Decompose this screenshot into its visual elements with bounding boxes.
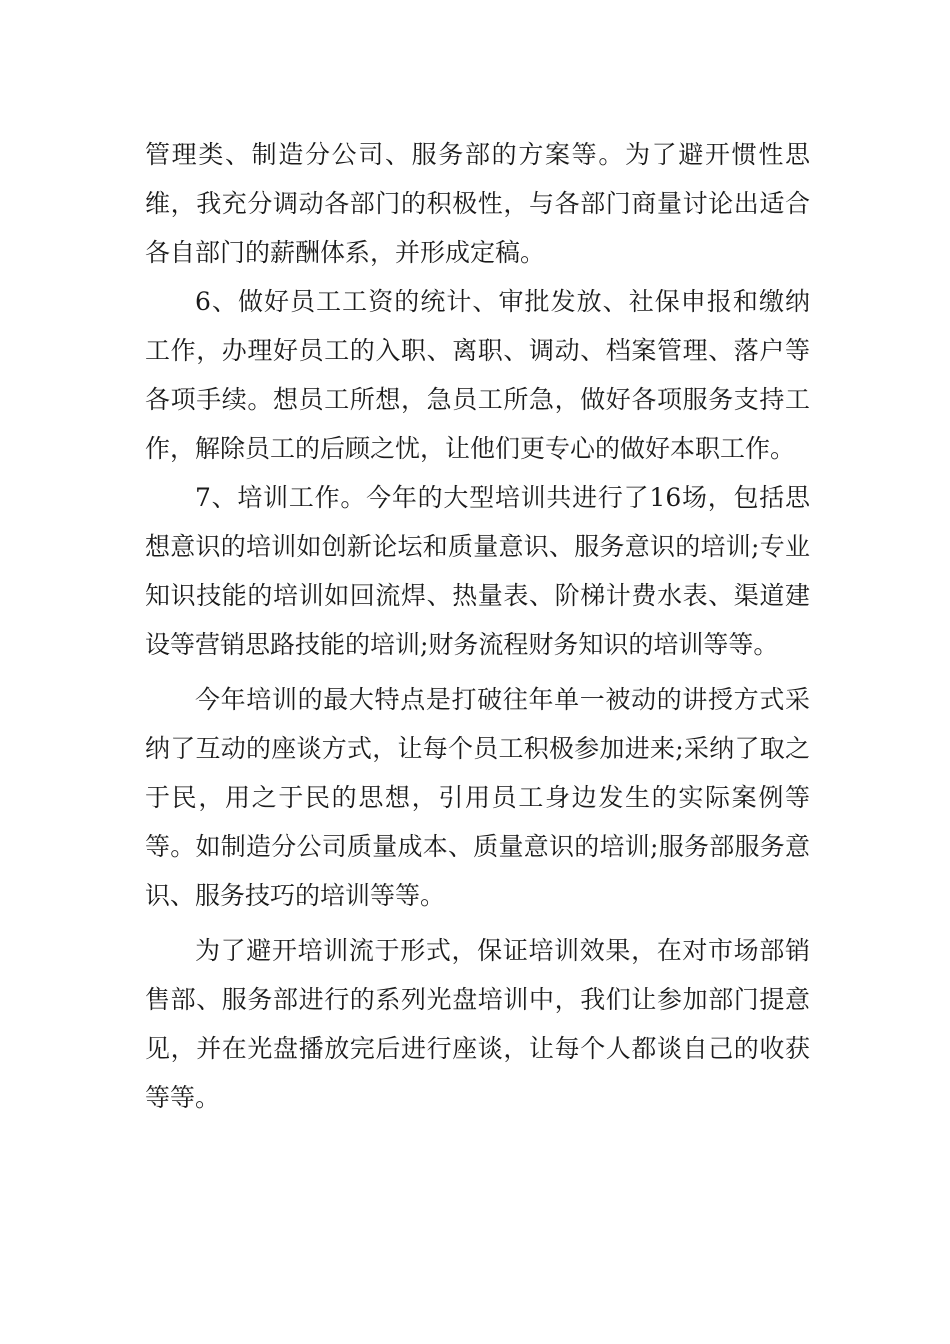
paragraph-item-6: 6、做好员工工资的统计、审批发放、社保申报和缴纳工作，办理好员工的入职、离职、调动、档案管理、落户等各项手续。想员工所想，急员工所急，做好各项服务支持工作，解除员工的后顾之忧，让他们更专心的做好本职工作。	[145, 287, 810, 463]
paragraph-continued: 管理类、制造分公司、服务部的方案等。为了避开惯性思维，我充分调动各部门的积极性，与各部门商量讨论出适合各自部门的薪酬体系，并形成定稿。	[145, 140, 810, 267]
document-body	[145, 130, 810, 1122]
paragraph-training-features: 今年培训的最大特点是打破往年单一被动的讲授方式采纳了互动的座谈方式，让每个员工积极参加进来;采纳了取之于民，用之于民的思想，引用员工身边发生的实际案例等等。如制造分公司质量成本、质量意识的培训;服务部服务意识、服务技巧的培训等等。	[145, 685, 810, 910]
paragraph-item-7: 7、培训工作。今年的大型培训共进行了16场，包括思想意识的培训如创新论坛和质量意识、服务意识的培训;专业知识技能的培训如回流焊、热量表、阶梯计费水表、渠道建设等营销思路技能的培训;财务流程财务知识的培训等等。	[145, 483, 810, 659]
paragraph-training-effect: 为了避开培训流于形式，保证培训效果，在对市场部销售部、服务部进行的系列光盘培训中，我们让参加部门提意见，并在光盘播放完后进行座谈，让每个人都谈自己的收获等等。	[145, 936, 810, 1112]
